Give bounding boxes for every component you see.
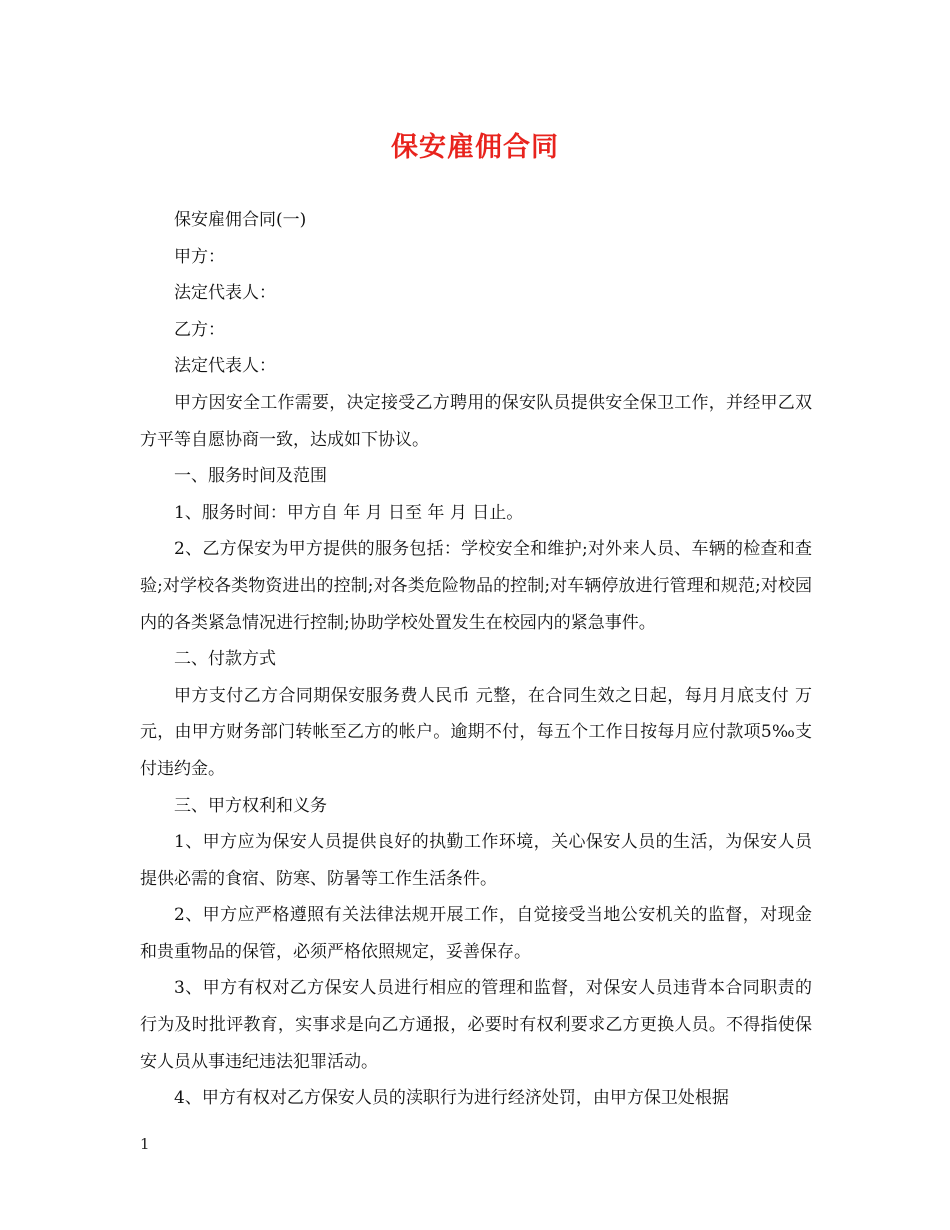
document-body: [140, 202, 812, 1117]
paragraph-preamble: 甲方因安全工作需要，决定接受乙方聘用的保安队员提供安全保卫工作，并经甲乙双方平等自愿协商一致，达成如下协议。: [140, 392, 812, 450]
paragraph-party-b: 乙方：: [174, 319, 225, 340]
paragraph-party-a: 甲方：: [174, 246, 225, 267]
paragraph-party-a-duty-1: 1、甲方应为保安人员提供良好的执勤工作环境，关心保安人员的生活，为保安人员提供必需的食宿、防寒、防暑等工作生活条件。: [140, 832, 812, 889]
paragraph-service-scope: 2、乙方保安为甲方提供的服务包括：学校安全和维护;对外来人员、车辆的检查和查验;对学校各类物资进出的控制;对各类危险物品的控制;对车辆停放进行管理和规范;对校园内的各类紧急情况进行控制;协助学校处置发生在校园内的紧急事件。: [140, 539, 812, 633]
paragraph-service-time: 1、服务时间：甲方自 年 月 日至 年 月 日止。: [174, 502, 524, 523]
document-title: 保安雇佣合同: [391, 132, 559, 163]
paragraph-payment-terms: 甲方支付乙方合同期保安服务费人民币 元整，在合同生效之日起，每月月底支付 万元，由甲方财务部门转帐至乙方的帐户。逾期不付，每五个工作日按每月应付款项5‰支付违约金。: [140, 685, 812, 779]
paragraph-party-a-duty-3: 3、甲方有权对乙方保安人员进行相应的管理和监督，对保安人员违背本合同职责的行为及时批评教育，实事求是向乙方通报，必要时有权利要求乙方更换人员。不得指使保安人员从事违纪违法犯罪活动。: [140, 978, 812, 1072]
page-number: 1: [140, 1135, 150, 1153]
paragraph-party-a-duty-2: 2、甲方应严格遵照有关法律法规开展工作，自觉接受当地公安机关的监督，对现金和贵重物品的保管，必须严格依照规定，妥善保存。: [140, 905, 812, 962]
paragraph-party-a-representative: 法定代表人：: [174, 283, 276, 304]
paragraph-contract-subtitle: 保安雇佣合同(一): [174, 210, 307, 230]
section-heading-payment: 二、付款方式: [174, 649, 276, 670]
paragraph-party-b-representative: 法定代表人：: [174, 356, 276, 377]
section-heading-party-a-rights: 三、甲方权利和义务: [174, 795, 327, 816]
paragraph-party-a-duty-4: 4、甲方有权对乙方保安人员的渎职行为进行经济处罚，由甲方保卫处根据: [174, 1088, 729, 1109]
section-heading-service: 一、服务时间及范围: [174, 466, 327, 487]
